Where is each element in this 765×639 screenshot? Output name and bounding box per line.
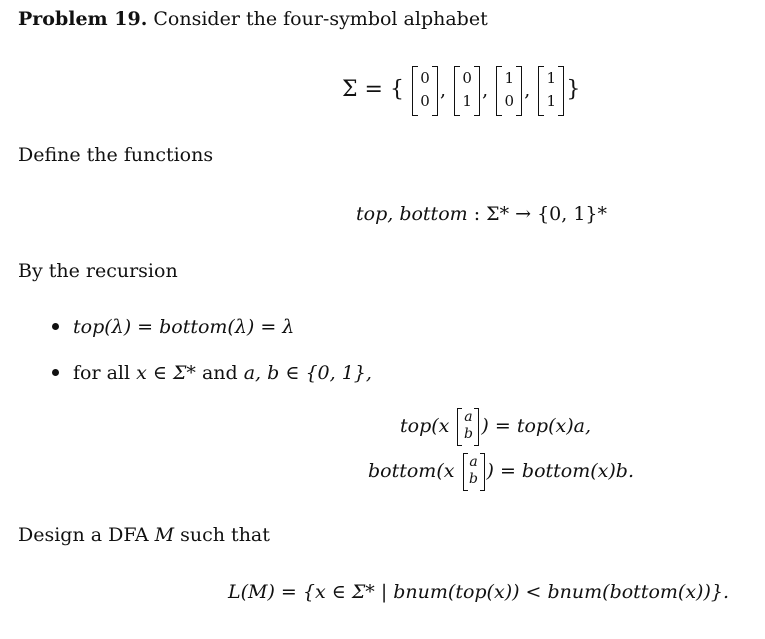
- vector-bottom: b: [469, 471, 478, 487]
- alphabet-vector: [412, 66, 438, 116]
- alphabet-lhs: Σ = {: [342, 77, 404, 102]
- recursion-text: By the recursion: [18, 260, 178, 282]
- bullet-icon: [52, 369, 59, 376]
- alphabet-vector: [496, 66, 522, 116]
- alphabet-close: }: [566, 77, 581, 102]
- language-definition: L(M) = {x ∈ Σ* | bnum(top(x)) < bnum(bottom(x))}.: [228, 581, 729, 603]
- alphabet-sep: ,: [524, 79, 531, 101]
- bullet-icon: [52, 323, 59, 330]
- vector-bottom: 1: [462, 92, 472, 110]
- alphabet-sep: ,: [482, 79, 489, 101]
- bullet-math: a, b ∈ {0, 1},: [243, 362, 372, 384]
- bullet-math: top(λ) = bottom(λ) = λ: [73, 316, 295, 338]
- equation-vector: [457, 408, 479, 446]
- vector-bottom: 0: [420, 92, 430, 110]
- bullet-mid: and: [195, 362, 244, 384]
- alphabet-sep: ,: [440, 79, 447, 101]
- design-prefix: Design a DFA: [18, 524, 155, 546]
- vector-top: a: [469, 454, 478, 470]
- vector-bottom: b: [463, 426, 473, 442]
- vector-top: 1: [546, 69, 557, 87]
- bullet-item: [52, 362, 372, 384]
- vector-top: a: [464, 409, 473, 425]
- equation-fn: top(x: [400, 415, 450, 437]
- bullet-prefix: for all: [73, 362, 137, 384]
- define-text: Define the functions: [18, 144, 214, 166]
- design-var: M: [154, 524, 175, 546]
- problem-intro: Consider the four-symbol alphabet: [153, 8, 488, 30]
- bullet-item: [52, 316, 294, 338]
- vector-top: 0: [420, 69, 430, 87]
- vector-top: 0: [462, 69, 472, 87]
- bullet-math: x ∈ Σ*: [136, 362, 196, 384]
- recursion-equation-top: [400, 408, 591, 446]
- design-suffix: such that: [174, 524, 270, 546]
- function-type: : Σ* → {0, 1}*: [467, 203, 608, 225]
- function-names: top, bottom: [356, 203, 468, 225]
- equation-rhs: ) = bottom(x)b.: [486, 460, 634, 482]
- alphabet-vector: [538, 66, 564, 116]
- alphabet-definition: [342, 66, 580, 116]
- design-text: [18, 524, 270, 546]
- vector-top: 1: [504, 69, 514, 87]
- equation-rhs: ) = top(x)a,: [481, 415, 591, 437]
- problem-label: Problem 19.: [18, 8, 148, 30]
- vector-bottom: 1: [546, 92, 557, 110]
- recursion-equation-bottom: [368, 453, 634, 491]
- function-signature: [356, 203, 607, 225]
- equation-vector: [463, 453, 485, 491]
- alphabet-vector: [454, 66, 480, 116]
- vector-bottom: 0: [504, 92, 514, 110]
- problem-statement: [18, 8, 488, 30]
- equation-fn: bottom(x: [368, 460, 455, 482]
